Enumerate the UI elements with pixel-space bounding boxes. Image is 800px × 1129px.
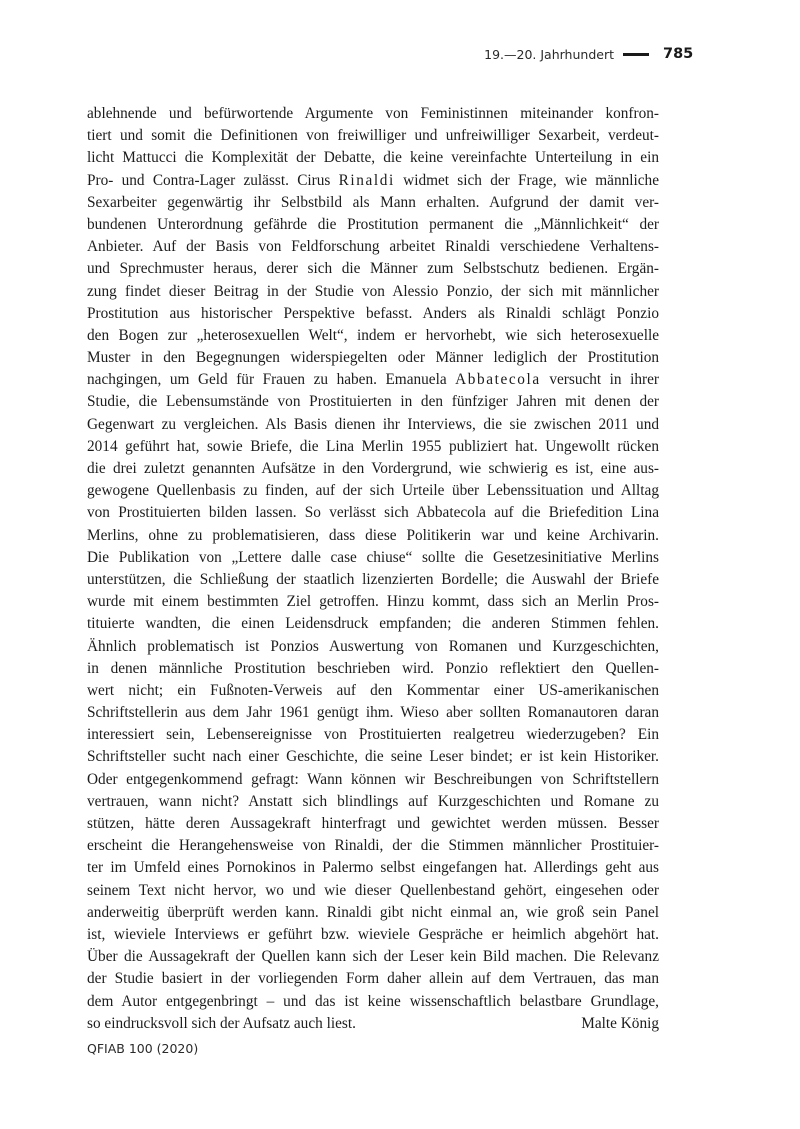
text-line (87, 502, 659, 524)
text-line (87, 857, 659, 879)
text-line (87, 924, 659, 946)
text-line (87, 480, 659, 502)
text-segment: der Studie basiert in der vorliegenden Form daher allein auf dem Vertrauen, das man (87, 970, 659, 988)
text-segment: Muster in den Begegnungen widerspiegelten oder Männer lediglich der Prostitution (87, 349, 659, 367)
text-segment: vertrauen, wann nicht? Anstatt sich blindlings auf Kurzgeschichten und Romane zu (87, 792, 659, 810)
author-name: Rinaldi (338, 171, 395, 189)
text-line (87, 813, 659, 835)
text-segment: tiert und somit die Definitionen von freiwilliger und unfreiwilliger Sexarbeit, verdeut- (87, 127, 659, 145)
text-line (87, 236, 659, 258)
text-segment: gewogene Quellenbasis zu finden, auf der sich Urteile über Lebenssituation und Alltag (87, 482, 659, 500)
text-segment: Prostitution aus historischer Perspektive befasst. Anders als Rinaldi schlägt Ponzio (87, 304, 659, 322)
text-segment: bundenen Unterordnung gefährde die Prostitution permanent die „Männlichkeit“ der (87, 215, 659, 233)
header-rule (623, 53, 649, 56)
text-segment: Pro- und Contra-Lager zulässt. Cirus (87, 171, 339, 189)
text-line (87, 769, 659, 791)
text-line (87, 125, 659, 147)
text-segment: wert nicht; ein Fußnoten-Verweis auf den Kommentar einer US-amerikanischen (87, 681, 659, 699)
text-line (87, 192, 659, 214)
text-line (87, 458, 659, 480)
text-line (87, 902, 659, 924)
text-line (87, 591, 659, 613)
text-segment: zung findet dieser Beitrag in der Studie von Alessio Ponzio, der sich mit männlicher (87, 282, 659, 300)
text-segment: widmet sich der Frage, wie männliche (394, 171, 659, 189)
text-line (87, 791, 659, 813)
text-segment: wurde mit einem bestimmten Ziel getroffen. Hinzu kommt, dass sich an Merlin Pros- (87, 593, 659, 611)
text-segment: in denen männliche Prostitution beschrieben wird. Ponzio reflektiert den Quellen- (87, 659, 659, 677)
text-line (87, 991, 659, 1013)
text-line (87, 325, 659, 347)
text-segment: Sexarbeiter gegenwärtig ihr Selbstbild als Mann erhalten. Aufgrund der damit ver- (87, 193, 659, 211)
author-name: Abbatecola (455, 371, 541, 389)
text-segment: den Bogen zur „heterosexuellen Welt“, indem er hervorhebt, wie sich heterosexuelle (87, 326, 659, 344)
text-line (87, 569, 659, 591)
text-segment: Über die Aussagekraft der Quellen kann sich der Leser kein Bild machen. Die Relevanz (87, 948, 659, 966)
text-segment: anderweitig überprüft werden kann. Rinaldi gibt nicht einmal an, wie groß sein Panel (87, 903, 659, 921)
running-title: 19.—20. Jahrhundert (484, 46, 614, 62)
text-line (87, 214, 659, 236)
page-number: 785 (663, 46, 694, 62)
closing-line (87, 1013, 659, 1035)
text-segment: interessiert sein, Lebensereignisse von Prostituierten realgetreu wiederzugeben? Ein (87, 726, 659, 744)
text-line (87, 946, 659, 968)
text-segment: Gegenwart zu vergleichen. Als Basis dienen ihr Interviews, die sie zwischen 2011 und (87, 415, 659, 433)
text-line (87, 525, 659, 547)
text-line (87, 636, 659, 658)
text-line (87, 724, 659, 746)
text-line (87, 414, 659, 436)
text-segment: Ähnlich problematisch ist Ponzios Auswertung von Romanen und Kurzgeschichten, (87, 637, 659, 655)
text-line (87, 103, 659, 125)
text-segment: Schriftstellerin aus dem Jahr 1961 genügt ihm. Wieso aber sollten Romanautoren daran (87, 704, 659, 722)
text-line (87, 281, 659, 303)
text-line (87, 170, 659, 192)
text-line (87, 369, 659, 391)
running-head (484, 42, 657, 66)
journal-footer: QFIAB 100 (2020) (87, 1041, 199, 1056)
text-line (87, 658, 659, 680)
text-segment: Die Publikation von „Lettere dalle case chiuse“ sollte die Gesetzesinitiative Merlins (87, 548, 659, 566)
text-segment: unterstützen, die Schließung der staatlich lizenzierten Bordelle; die Auswahl der Briefe (87, 570, 659, 588)
text-segment: seinem Text nicht hervor, wo und wie dieser Quellenbestand gehört, eingesehen oder (87, 881, 659, 899)
text-line (87, 880, 659, 902)
text-segment: und Sprechmuster heraus, derer sich die Männer zum Selbstschutz bedienen. Ergän- (87, 260, 659, 278)
text-line (87, 147, 659, 169)
text-segment: tituierte wandten, die einen Leidensdruck empfanden; die anderen Stimmen fehlen. (87, 615, 659, 633)
text-line (87, 258, 659, 280)
text-segment: Merlins, ohne zu problematisieren, dass diese Politikerin war und keine Archivarin. (87, 526, 659, 544)
text-segment: ist, wieviele Interviews er geführt bzw. wieviele Gespräche er heimlich abgehört hat. (87, 925, 659, 943)
final-sentence: so eindrucksvoll sich der Aufsatz auch liest. (87, 1014, 356, 1032)
text-segment: dem Autor entgegenbringt – und das ist keine wissenschaftlich belastbare Grundlage, (87, 992, 659, 1010)
text-line (87, 835, 659, 857)
text-line (87, 436, 659, 458)
text-segment: nachgingen, um Geld für Frauen zu haben. Emanuela (87, 371, 456, 389)
text-segment: die drei zuletzt genannten Aufsätze in den Vordergrund, wie schwierig es ist, eine aus- (87, 460, 659, 477)
text-segment: ter im Umfeld eines Pornokinos in Palermo selbst eingefangen hat. Allerdings geht aus (87, 859, 659, 877)
text-segment: ablehnende und befürwortende Argumente von Feministinnen miteinander konfron- (87, 105, 659, 122)
text-segment: licht Mattucci die Komplexität der Debatte, die keine vereinfachte Unterteilung in ein (87, 149, 659, 167)
text-line (87, 547, 659, 569)
text-line (87, 391, 659, 413)
text-segment: Oder entgegenkommend gefragt: Wann können wir Beschreibungen von Schriftstellern (87, 770, 659, 788)
review-lines (87, 103, 659, 1013)
text-line (87, 968, 659, 990)
text-segment: Studie, die Lebensumstände von Prostituierten in den fünfziger Jahren mit denen der (87, 393, 659, 411)
text-segment: Anbieter. Auf der Basis von Feldforschung arbeitet Rinaldi verschiedene Verhaltens- (87, 238, 659, 256)
text-segment: versucht in ihrer (540, 371, 659, 389)
text-line (87, 680, 659, 702)
review-text (87, 103, 659, 1035)
text-segment: Schriftsteller sucht nach einer Geschichte, die seine Leser bindet; er ist kein Historiker. (87, 748, 659, 766)
text-line (87, 303, 659, 325)
text-segment: von Prostituierten bilden lassen. So verlässt sich Abbatecola auf die Briefedition Lina (87, 504, 659, 522)
text-line (87, 613, 659, 635)
text-line (87, 347, 659, 369)
text-segment: 2014 geführt hat, sowie Briefe, die Lina Merlin 1955 publiziert hat. Ungewollt rücken (87, 437, 659, 455)
reviewer-name: Malte König (581, 1014, 659, 1032)
text-segment: erscheint die Herangehensweise von Rinaldi, der die Stimmen männlicher Prostituier- (87, 837, 659, 855)
text-line (87, 746, 659, 768)
text-line (87, 702, 659, 724)
text-segment: stützen, hätte deren Aussagekraft hinterfragt und gewichtet werden müssen. Besser (87, 815, 659, 832)
